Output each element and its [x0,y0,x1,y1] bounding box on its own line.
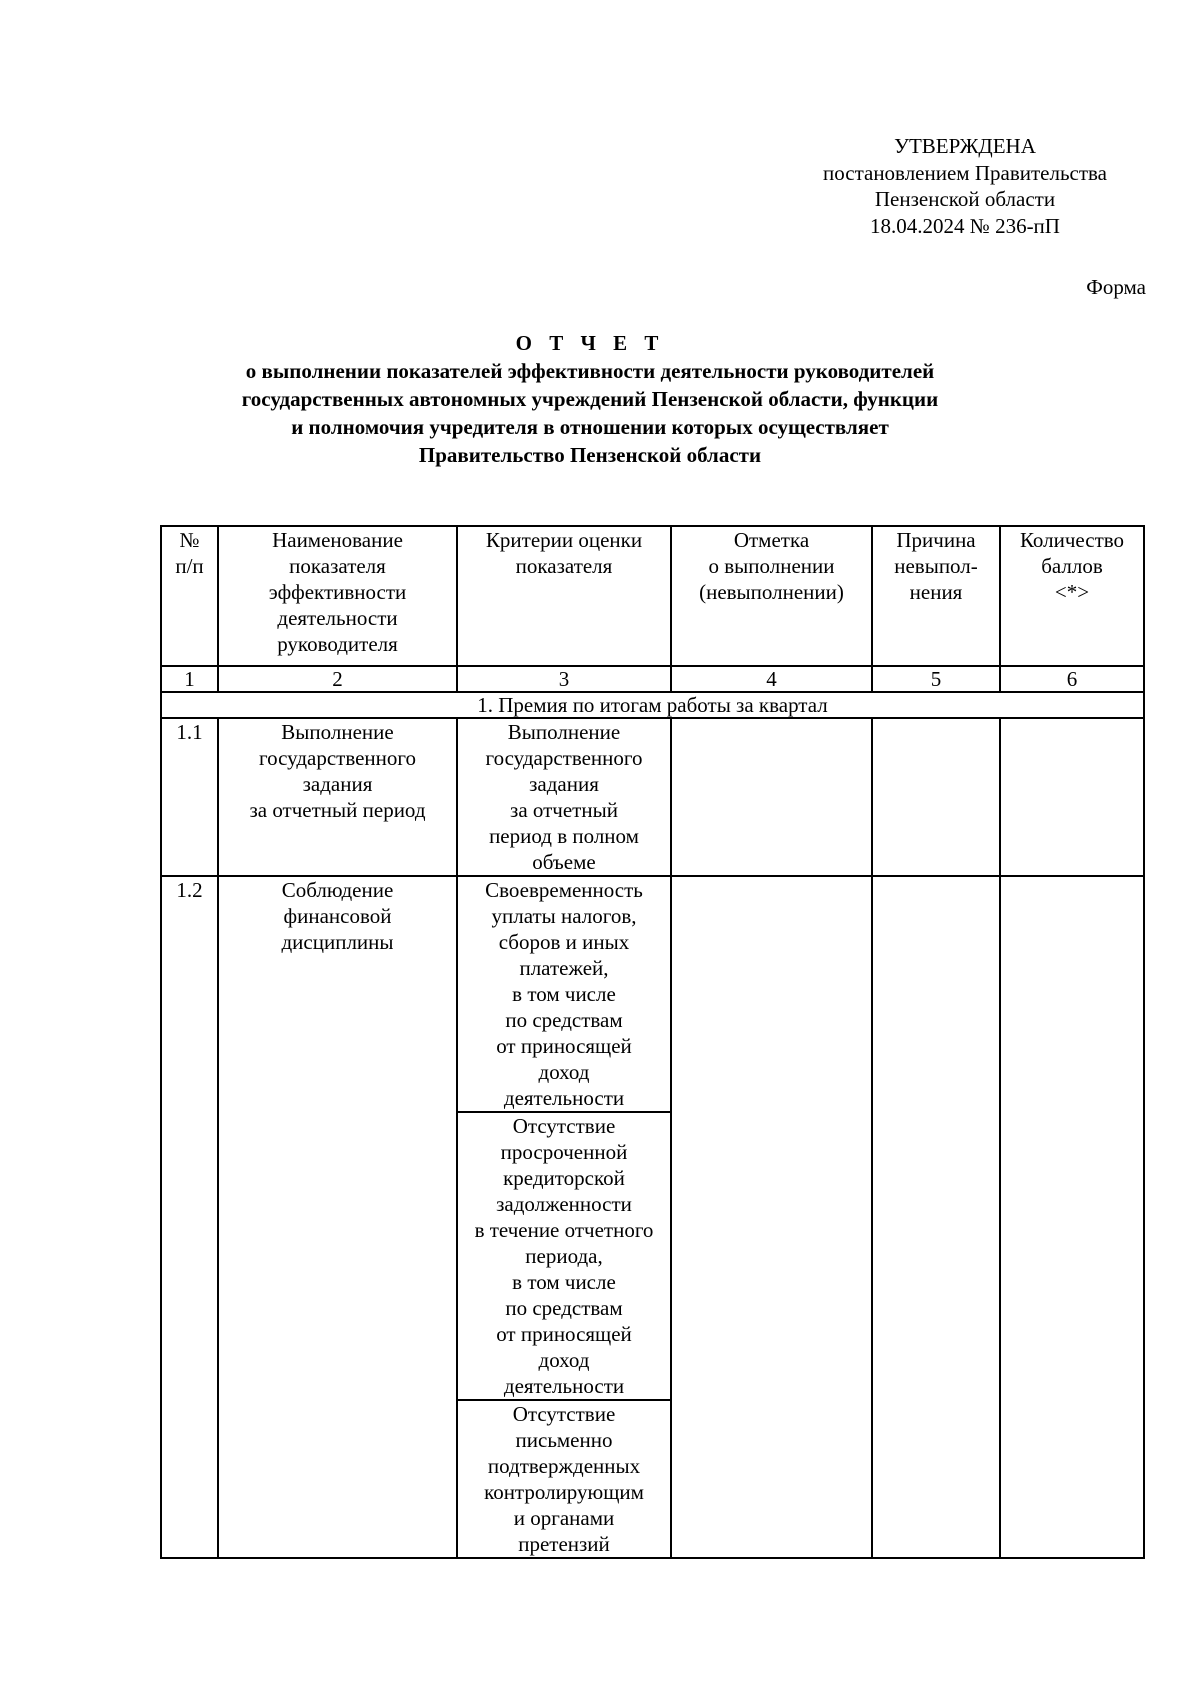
header-indicator-name: Наименование показателя эффективности деятельности руководителя [218,526,457,666]
column-number: 4 [671,666,872,692]
row-completion-mark-cell[interactable] [671,718,872,876]
row-completion-mark-cell[interactable] [671,876,872,1558]
approval-heading: УТВЕРЖДЕНА [894,134,1036,158]
report-title-line: государственных автономных учреждений Пензенской области, функции [241,387,939,411]
row-criteria: Выполнение государственного задания за отчетный период в полном объеме [457,718,671,876]
row-criteria: Своевременность уплаты налогов, сборов и иных платежей, в том числе по средствам от приносящей доход деятельности [457,876,671,1112]
row-points-cell[interactable] [1000,718,1144,876]
table-header-row [161,526,1144,666]
header-number: № п/п [161,526,218,666]
row-criteria: Отсутствие письменно подтвержденных контролирующим и органами претензий [457,1400,671,1558]
header-points: Количество баллов <*> [1000,526,1144,666]
column-number-row [161,666,1144,692]
row-failure-reason-cell[interactable] [872,876,1000,1558]
column-number: 6 [1000,666,1144,692]
row-criteria: Отсутствие просроченной кредиторской задолженности в течение отчетного периода, в том числе по средствам от приносящей доход деятельности [457,1112,671,1400]
section-heading: 1. Премия по итогам работы за квартал [161,692,1144,718]
section-row [161,692,1144,718]
form-label: Форма [1086,275,1146,299]
column-number: 1 [161,666,218,692]
column-number: 5 [872,666,1000,692]
header-completion-mark: Отметка о выполнении (невыполнении) [671,526,872,666]
header-failure-reason: Причина невыпол- нения [872,526,1000,666]
report-title-line: Правительство Пензенской области [418,443,762,467]
row-indicator-name: Выполнение государственного задания за отчетный период [218,718,457,876]
row-number: 1.2 [161,876,218,1558]
row-failure-reason-cell[interactable] [872,718,1000,876]
row-points-cell[interactable] [1000,876,1144,1558]
approval-date-number: 18.04.2024 № 236-пП [870,213,1060,238]
column-number: 2 [218,666,457,692]
report-title [200,329,980,469]
table-row [161,876,1144,1112]
approval-block [790,133,1140,239]
row-indicator-name: Соблюдение финансовой дисциплины [218,876,457,1558]
report-title-main: О Т Ч Е Т [515,331,665,355]
row-number: 1.1 [161,718,218,876]
report-title-line: и полномочия учредителя в отношении которых осуществляет [291,415,889,439]
report-table [160,525,1145,1559]
table-row [161,718,1144,876]
report-title-line: о выполнении показателей эффективности деятельности руководителей [245,359,935,383]
approval-decree: постановлением Правительства [822,160,1107,185]
approval-region: Пензенской области [874,187,1056,211]
column-number: 3 [457,666,671,692]
header-criteria: Критерии оценки показателя [457,526,671,666]
